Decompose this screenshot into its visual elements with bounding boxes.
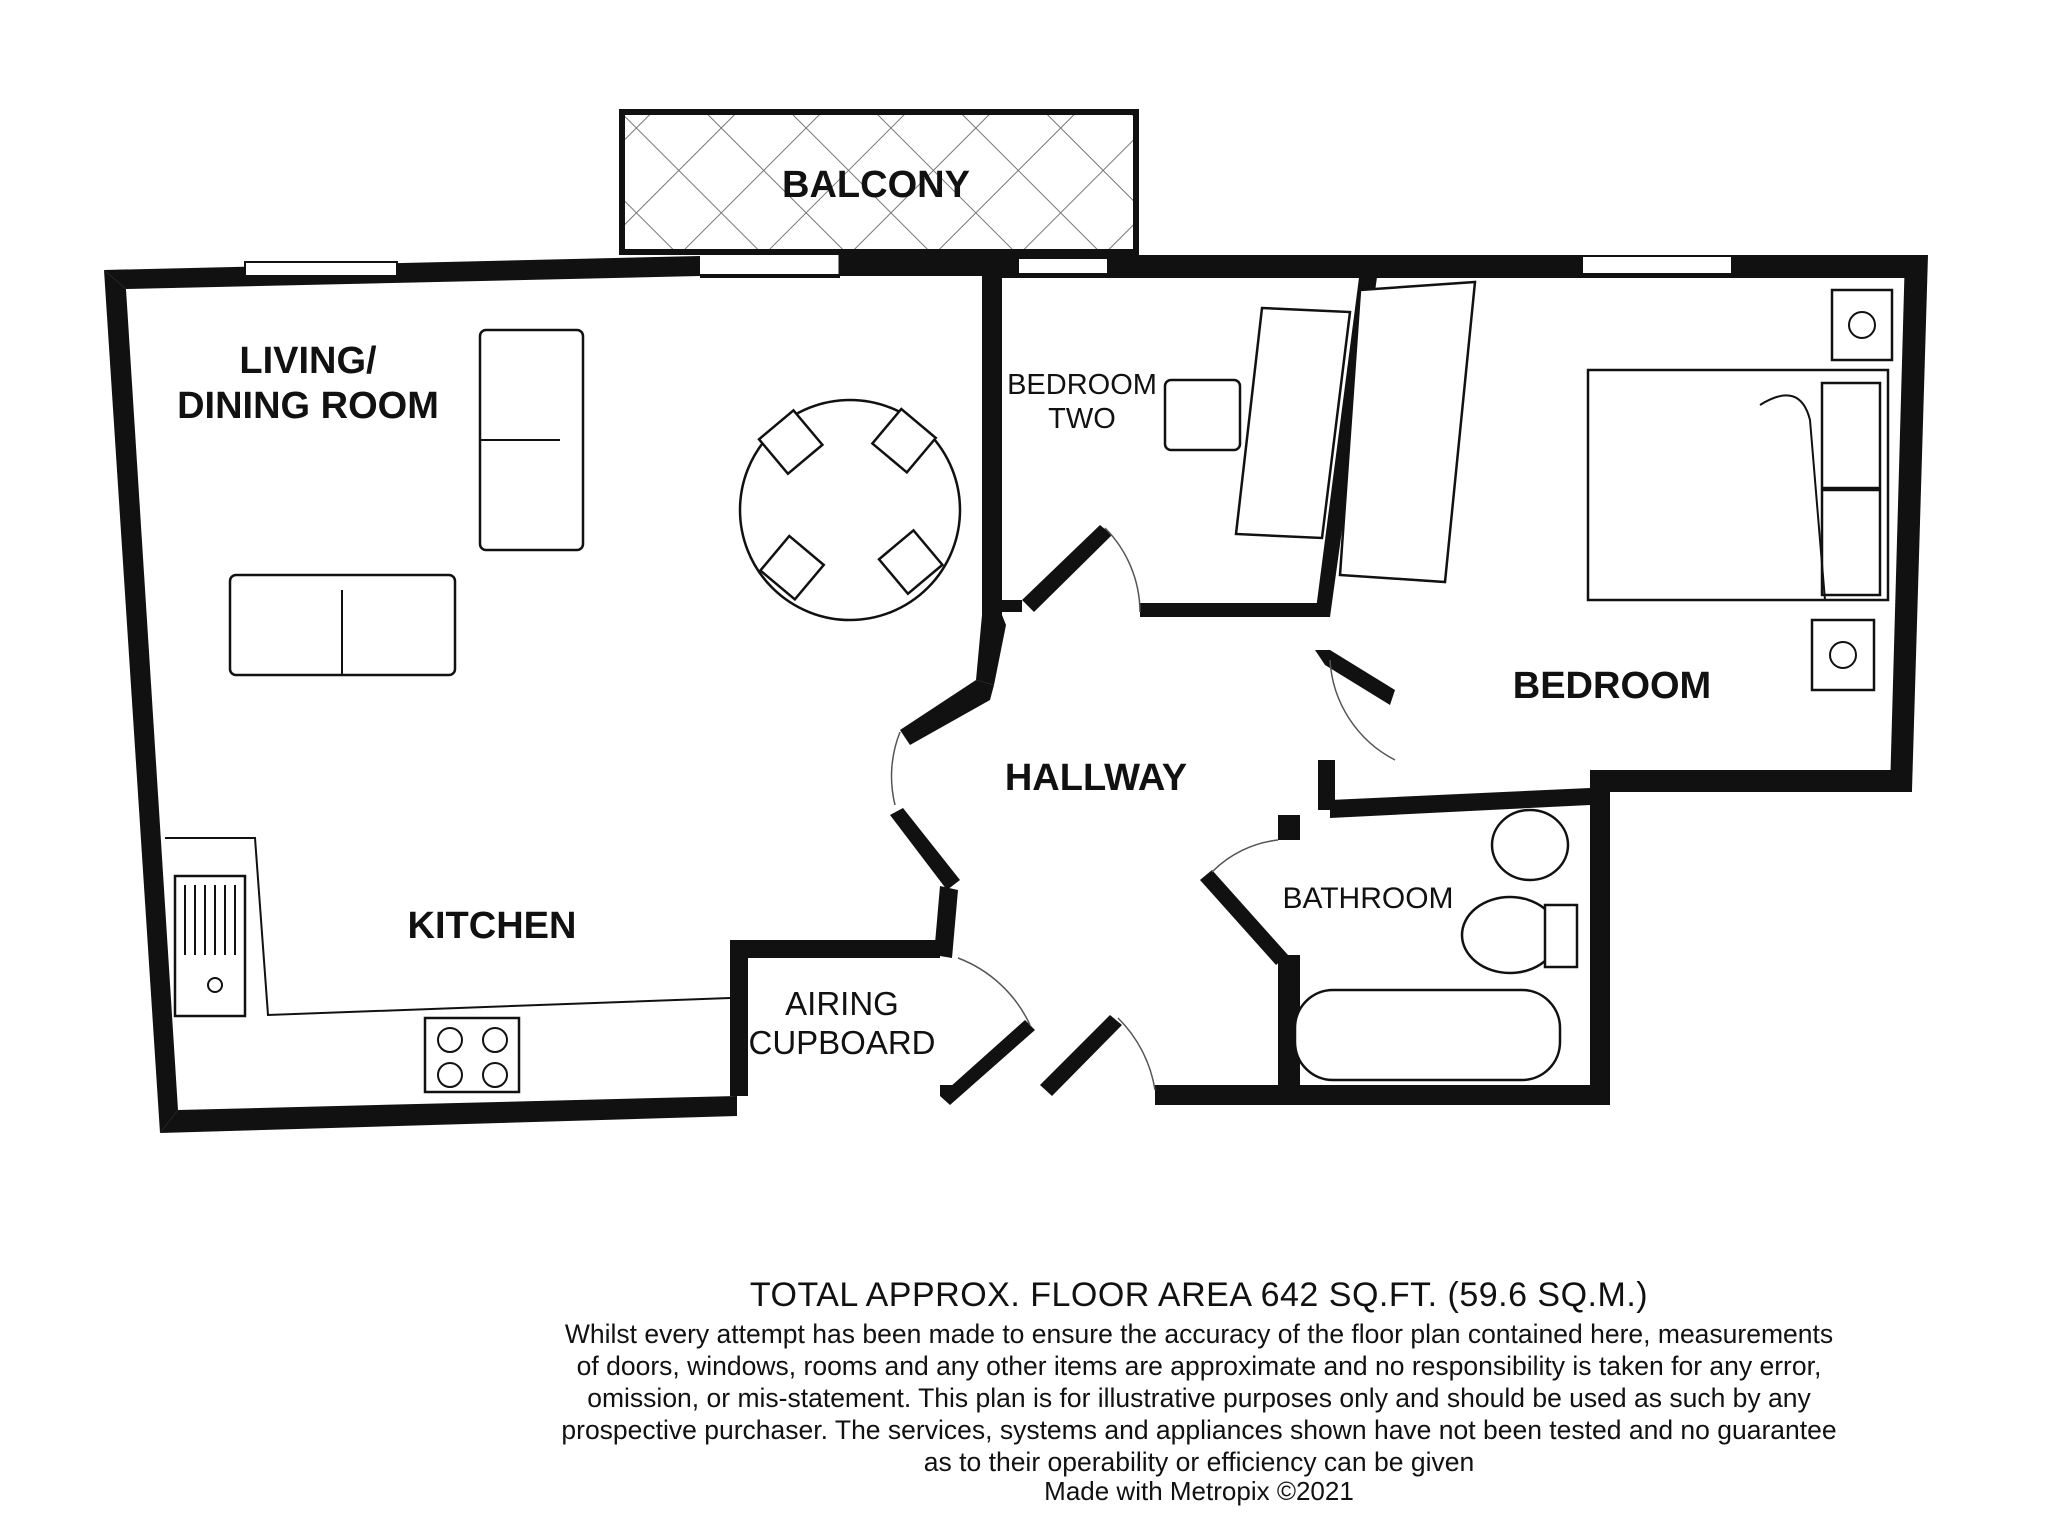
airing-label-line2: CUPBOARD xyxy=(748,1024,936,1061)
disclaimer xyxy=(175,1318,2048,1478)
kitchen-counter xyxy=(165,838,730,1092)
hallway-label: HALLWAY xyxy=(1004,757,1188,799)
bedroom-two-label-line2: TWO xyxy=(1048,403,1116,435)
credit: Made with Metropix ©2021 xyxy=(1044,1476,1354,1506)
desk-chair xyxy=(1165,380,1240,450)
bedroom-two-furniture xyxy=(1165,282,1475,582)
living-label-line1: LIVING/ xyxy=(239,340,377,382)
bedside-table-top xyxy=(1832,290,1892,360)
bedroom-furniture xyxy=(1588,290,1892,690)
disclaimer-line: Whilst every attempt has been made to ensure the accuracy of the floor plan contained here, measurements xyxy=(564,1319,1834,1349)
disclaimer-line: prospective purchaser. The services, systems and appliances shown have not been tested and no guarantee xyxy=(561,1415,1837,1445)
total-floor-area: TOTAL APPROX. FLOOR AREA 642 SQ.FT. (59.6 SQ.M.) xyxy=(749,1276,1649,1314)
window-bedroom-two xyxy=(1018,258,1108,274)
living-label-line2: DINING ROOM xyxy=(177,385,439,427)
disclaimer-line: omission, or mis-statement. This plan is for illustrative purposes only and should be used as such by any xyxy=(587,1383,1811,1413)
disclaimer-line: of doors, windows, rooms and any other items are approximate and no responsibility is taken for any error, xyxy=(576,1351,1822,1381)
window-living xyxy=(245,262,397,276)
bedroom-label: BEDROOM xyxy=(1512,665,1712,707)
bedroom-two-label-line1: BEDROOM xyxy=(1007,369,1157,401)
airing-label-line1: AIRING xyxy=(785,985,899,1022)
bath xyxy=(1295,990,1560,1080)
disclaimer-line: as to their operability or efficiency can be given xyxy=(923,1447,1475,1477)
bedside-table-bottom xyxy=(1812,620,1874,690)
bathroom-fixtures xyxy=(1295,810,1577,1080)
basin xyxy=(1492,810,1568,880)
wardrobe xyxy=(1340,282,1475,582)
toilet xyxy=(1462,897,1558,973)
window-bedroom xyxy=(1582,256,1732,274)
balcony-label: BALCONY xyxy=(782,164,970,206)
bathroom-label: BATHROOM xyxy=(1282,882,1454,915)
kitchen-label: KITCHEN xyxy=(407,905,577,947)
